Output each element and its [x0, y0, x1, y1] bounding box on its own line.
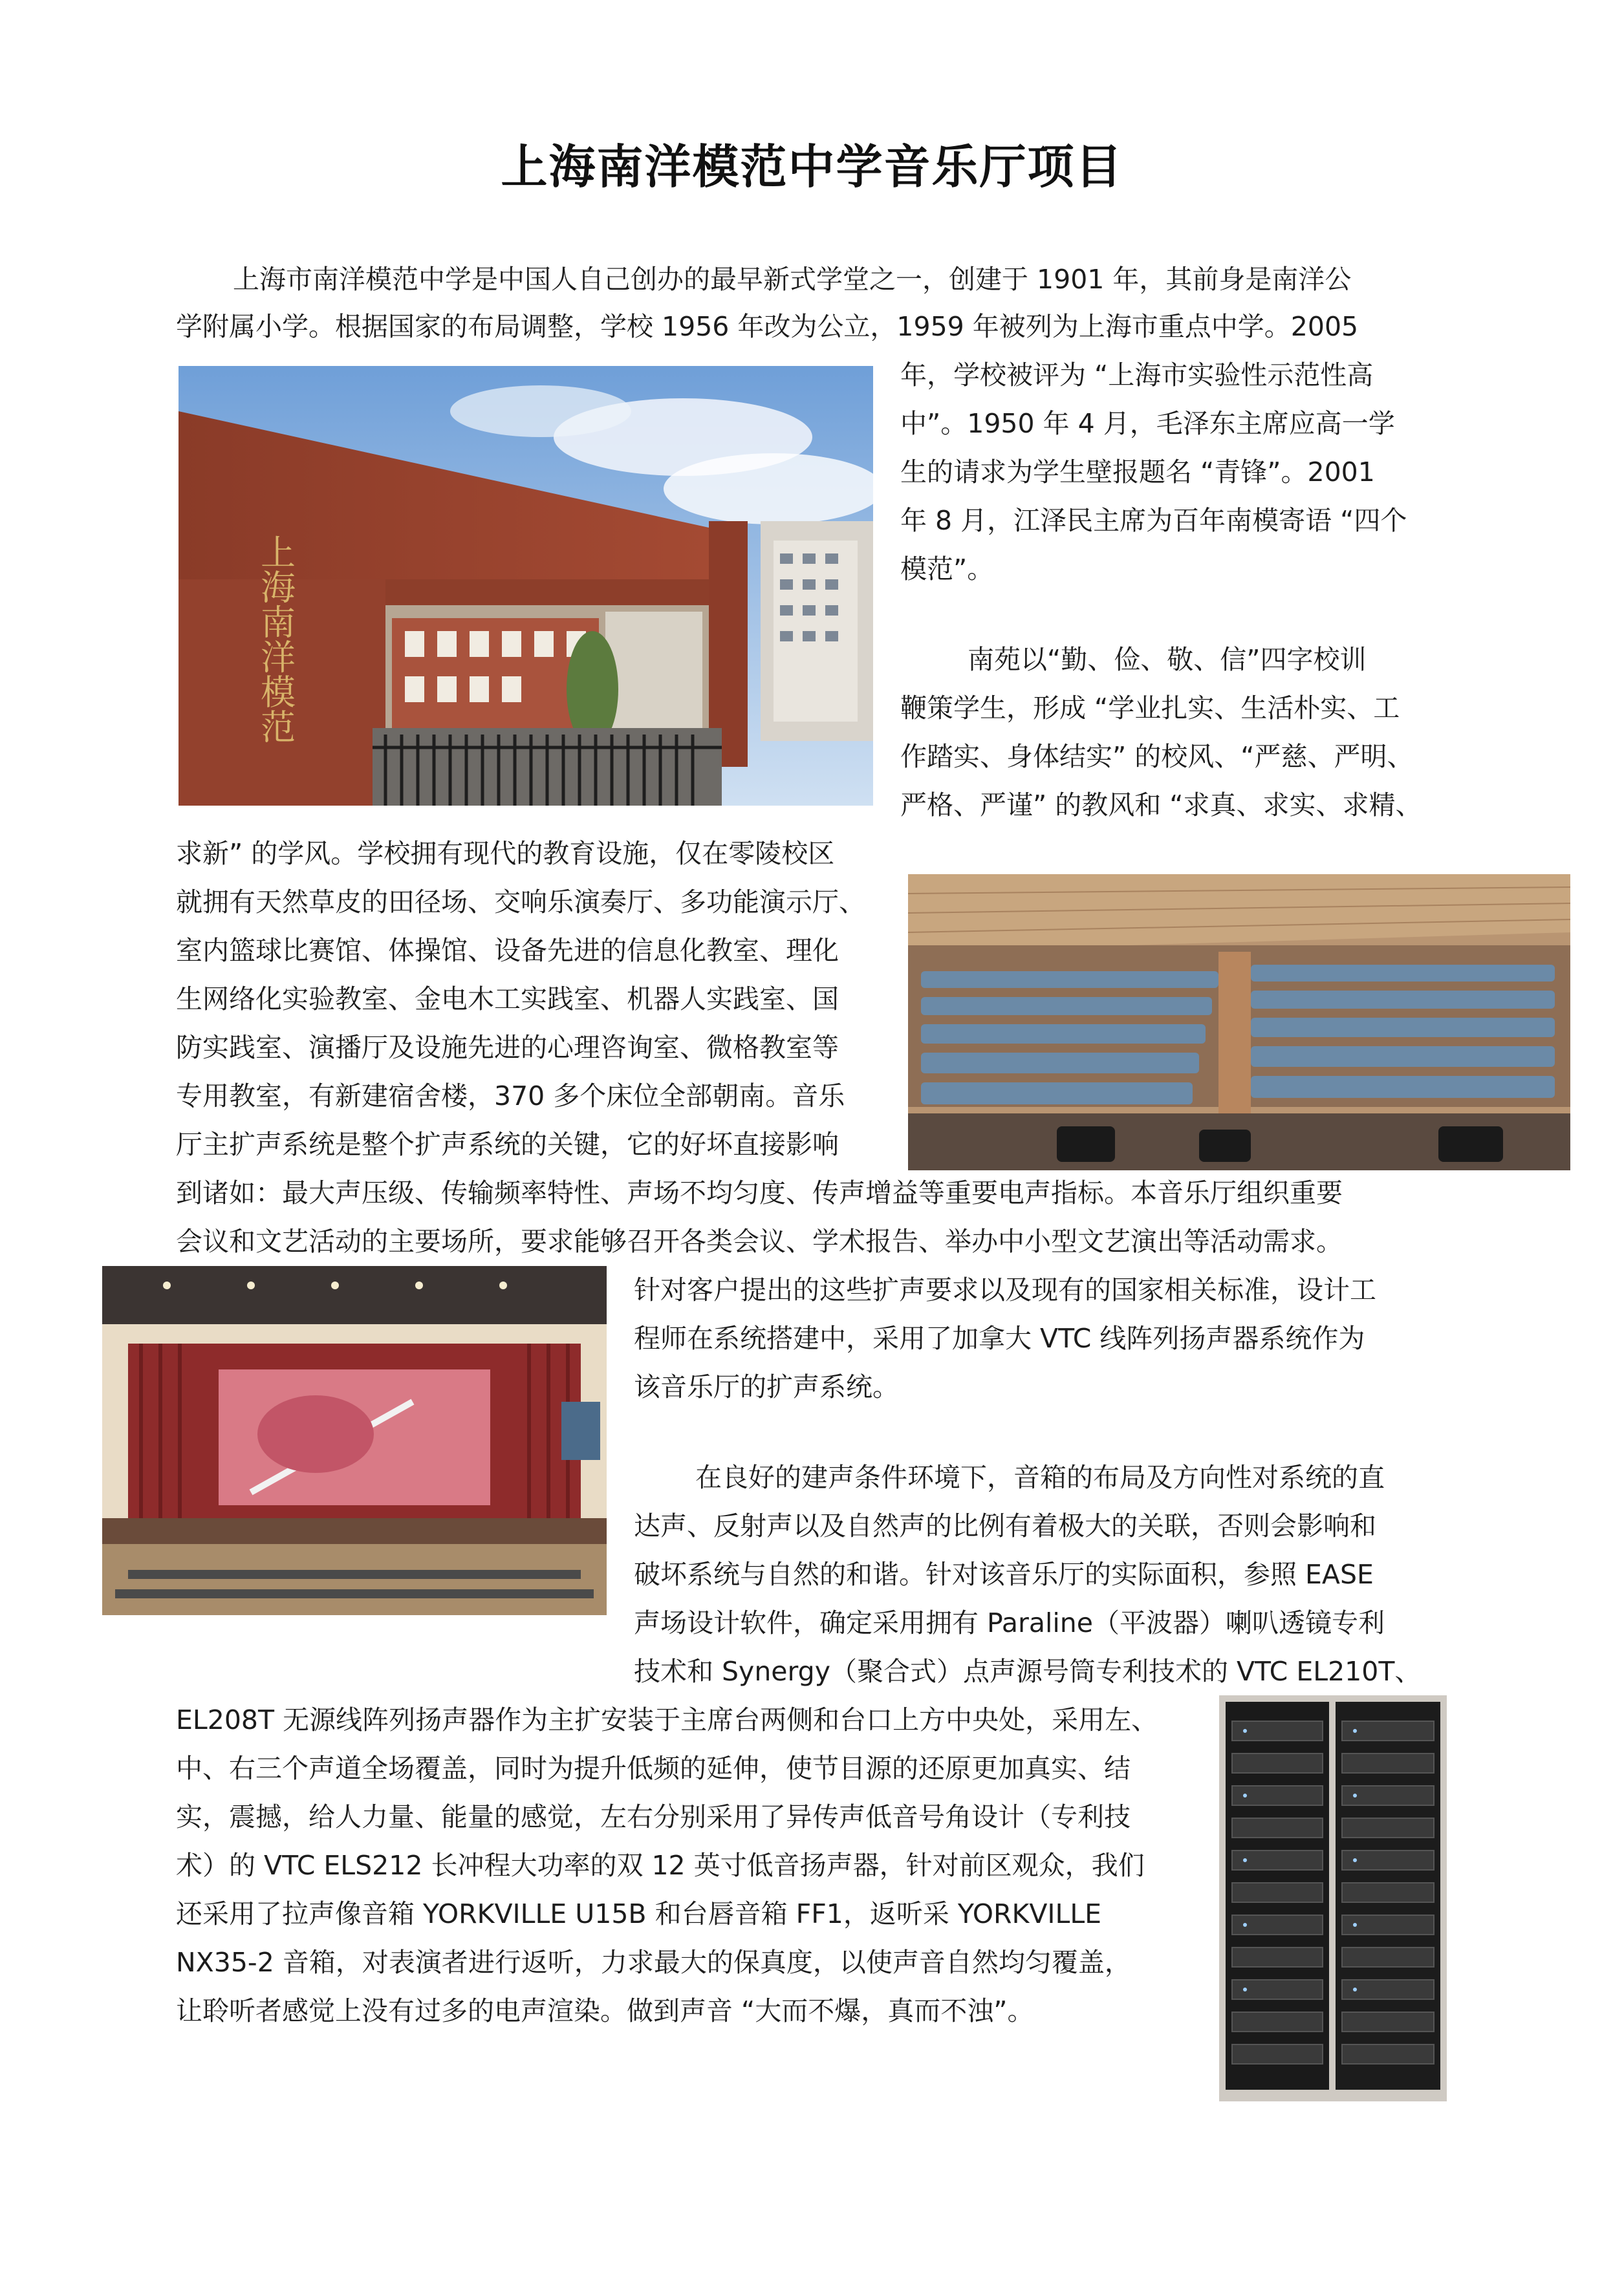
paragraph-line: 实，震撼，给人力量、能量的感觉，左右分别采用了异传声低音号角设计（专利技 [176, 1801, 1131, 1832]
paragraph-line: 到诸如：最大声压级、传输频率特性、声场不均匀度、传声增益等重要电声指标。本音乐厅组织重要 [176, 1177, 1343, 1208]
paragraph-line: 专用教室，有新建宿舍楼，370 多个床位全部朝南。音乐 [176, 1080, 845, 1111]
page-title: 上海南洋模范中学音乐厅项目 [501, 140, 1123, 194]
paragraph-line: 年，学校被评为 “上海市实验性示范性高 [900, 359, 1374, 391]
paragraph-line: 鞭策学生，形成 “学业扎实、生活朴实、工 [900, 692, 1400, 724]
paragraph-line: 破坏系统与自然的和谐。针对该音乐厅的实际面积，参照 EASE [634, 1559, 1374, 1590]
paragraph-line: 上海市南洋模范中学是中国人自己创办的最早新式学堂之一，创建于 1901 年，其前身是南洋公 [233, 264, 1352, 295]
paragraph-line: 南苑以“勤、俭、敬、信”四字校训 [968, 644, 1367, 675]
paragraph-line: 生的请求为学生壁报题名 “青锋”。2001 [900, 456, 1375, 488]
paragraph-line: 程师在系统搭建中，采用了加拿大 VTC 线阵列扬声器系统作为 [634, 1323, 1365, 1354]
paragraph-line: 会议和文艺活动的主要场所，要求能够召开各类会议、学术报告、举办中小型文艺演出等活动需求。 [176, 1226, 1343, 1257]
paragraph-line: 中、右三个声道全场覆盖，同时为提升低频的延伸，使节目源的还原更加真实、结 [176, 1753, 1131, 1784]
paragraph-line: 学附属小学。根据国家的布局调整，学校 1956 年改为公立，1959 年被列为上海市重点中学。2005 [176, 311, 1359, 342]
paragraph-line: 针对客户提出的这些扩声要求以及现有的国家相关标准，设计工 [634, 1274, 1376, 1305]
paragraph-line: EL208T 无源线阵列扬声器作为主扩安装于主席台两侧和台口上方中央处，采用左、 [176, 1704, 1158, 1735]
equipment-rack-photo [1219, 1695, 1447, 2101]
auditorium-seating-photo [908, 874, 1570, 1170]
paragraph-line: 作踏实、身体结实” 的校风、“严慈、严明、 [900, 741, 1414, 772]
paragraph-line: 在良好的建声条件环境下，音箱的布局及方向性对系统的直 [695, 1462, 1385, 1493]
paragraph-line: 模范”。 [900, 553, 994, 585]
paragraph-line: 达声、反射声以及自然声的比例有着极大的关联，否则会影响和 [634, 1510, 1376, 1541]
paragraph-line: 年 8 月，江泽民主席为百年南模寄语 “四个 [900, 505, 1407, 536]
school-gate-photo [179, 366, 873, 806]
paragraph-line: NX35-2 音箱，对表演者进行返听，力求最大的保真度，以使声音自然均匀覆盖， [176, 1947, 1131, 1978]
paragraph-line: 厅主扩声系统是整个扩声系统的关键，它的好坏直接影响 [176, 1129, 839, 1160]
paragraph-line: 让聆听者感觉上没有过多的电声渲染。做到声音 “大而不爆，真而不浊”。 [176, 1995, 1034, 2026]
paragraph-line: 严格、严谨” 的教风和 “求真、求实、求精、 [900, 789, 1422, 821]
svg-text:上海南洋模范: 上海南洋模范 [255, 534, 296, 744]
paragraph-line: 求新” 的学风。学校拥有现代的教育设施，仅在零陵校区 [176, 838, 835, 869]
paragraph-line: 就拥有天然草皮的田径场、交响乐演奏厅、多功能演示厅、 [176, 886, 865, 917]
paragraph-line: 生网络化实验教室、金电木工实践室、机器人实践室、国 [176, 983, 839, 1014]
paragraph-line: 技术和 Synergy（聚合式）点声源号筒专利技术的 VTC EL210T、 [634, 1656, 1422, 1687]
paragraph-line: 还采用了拉声像音箱 YORKVILLE U15B 和台唇音箱 FF1，返听采 YORKVILLE [176, 1898, 1102, 1929]
paragraph-line: 中”。1950 年 4 月，毛泽东主席应高一学 [900, 408, 1395, 439]
paragraph-line: 室内篮球比赛馆、体操馆、设备先进的信息化教室、理化 [176, 935, 839, 966]
paragraph-line: 防实践室、演播厅及设施先进的心理咨询室、微格教室等 [176, 1032, 839, 1063]
paragraph-line: 该音乐厅的扩声系统。 [634, 1371, 899, 1402]
paragraph-line: 声场设计软件，确定采用拥有 Paraline（平波器）喇叭透镜专利 [634, 1607, 1385, 1638]
paragraph-line: 术）的 VTC ELS212 长冲程大功率的双 12 英寸低音扬声器，针对前区观众，我们 [176, 1850, 1145, 1881]
stage-photo [102, 1266, 607, 1615]
